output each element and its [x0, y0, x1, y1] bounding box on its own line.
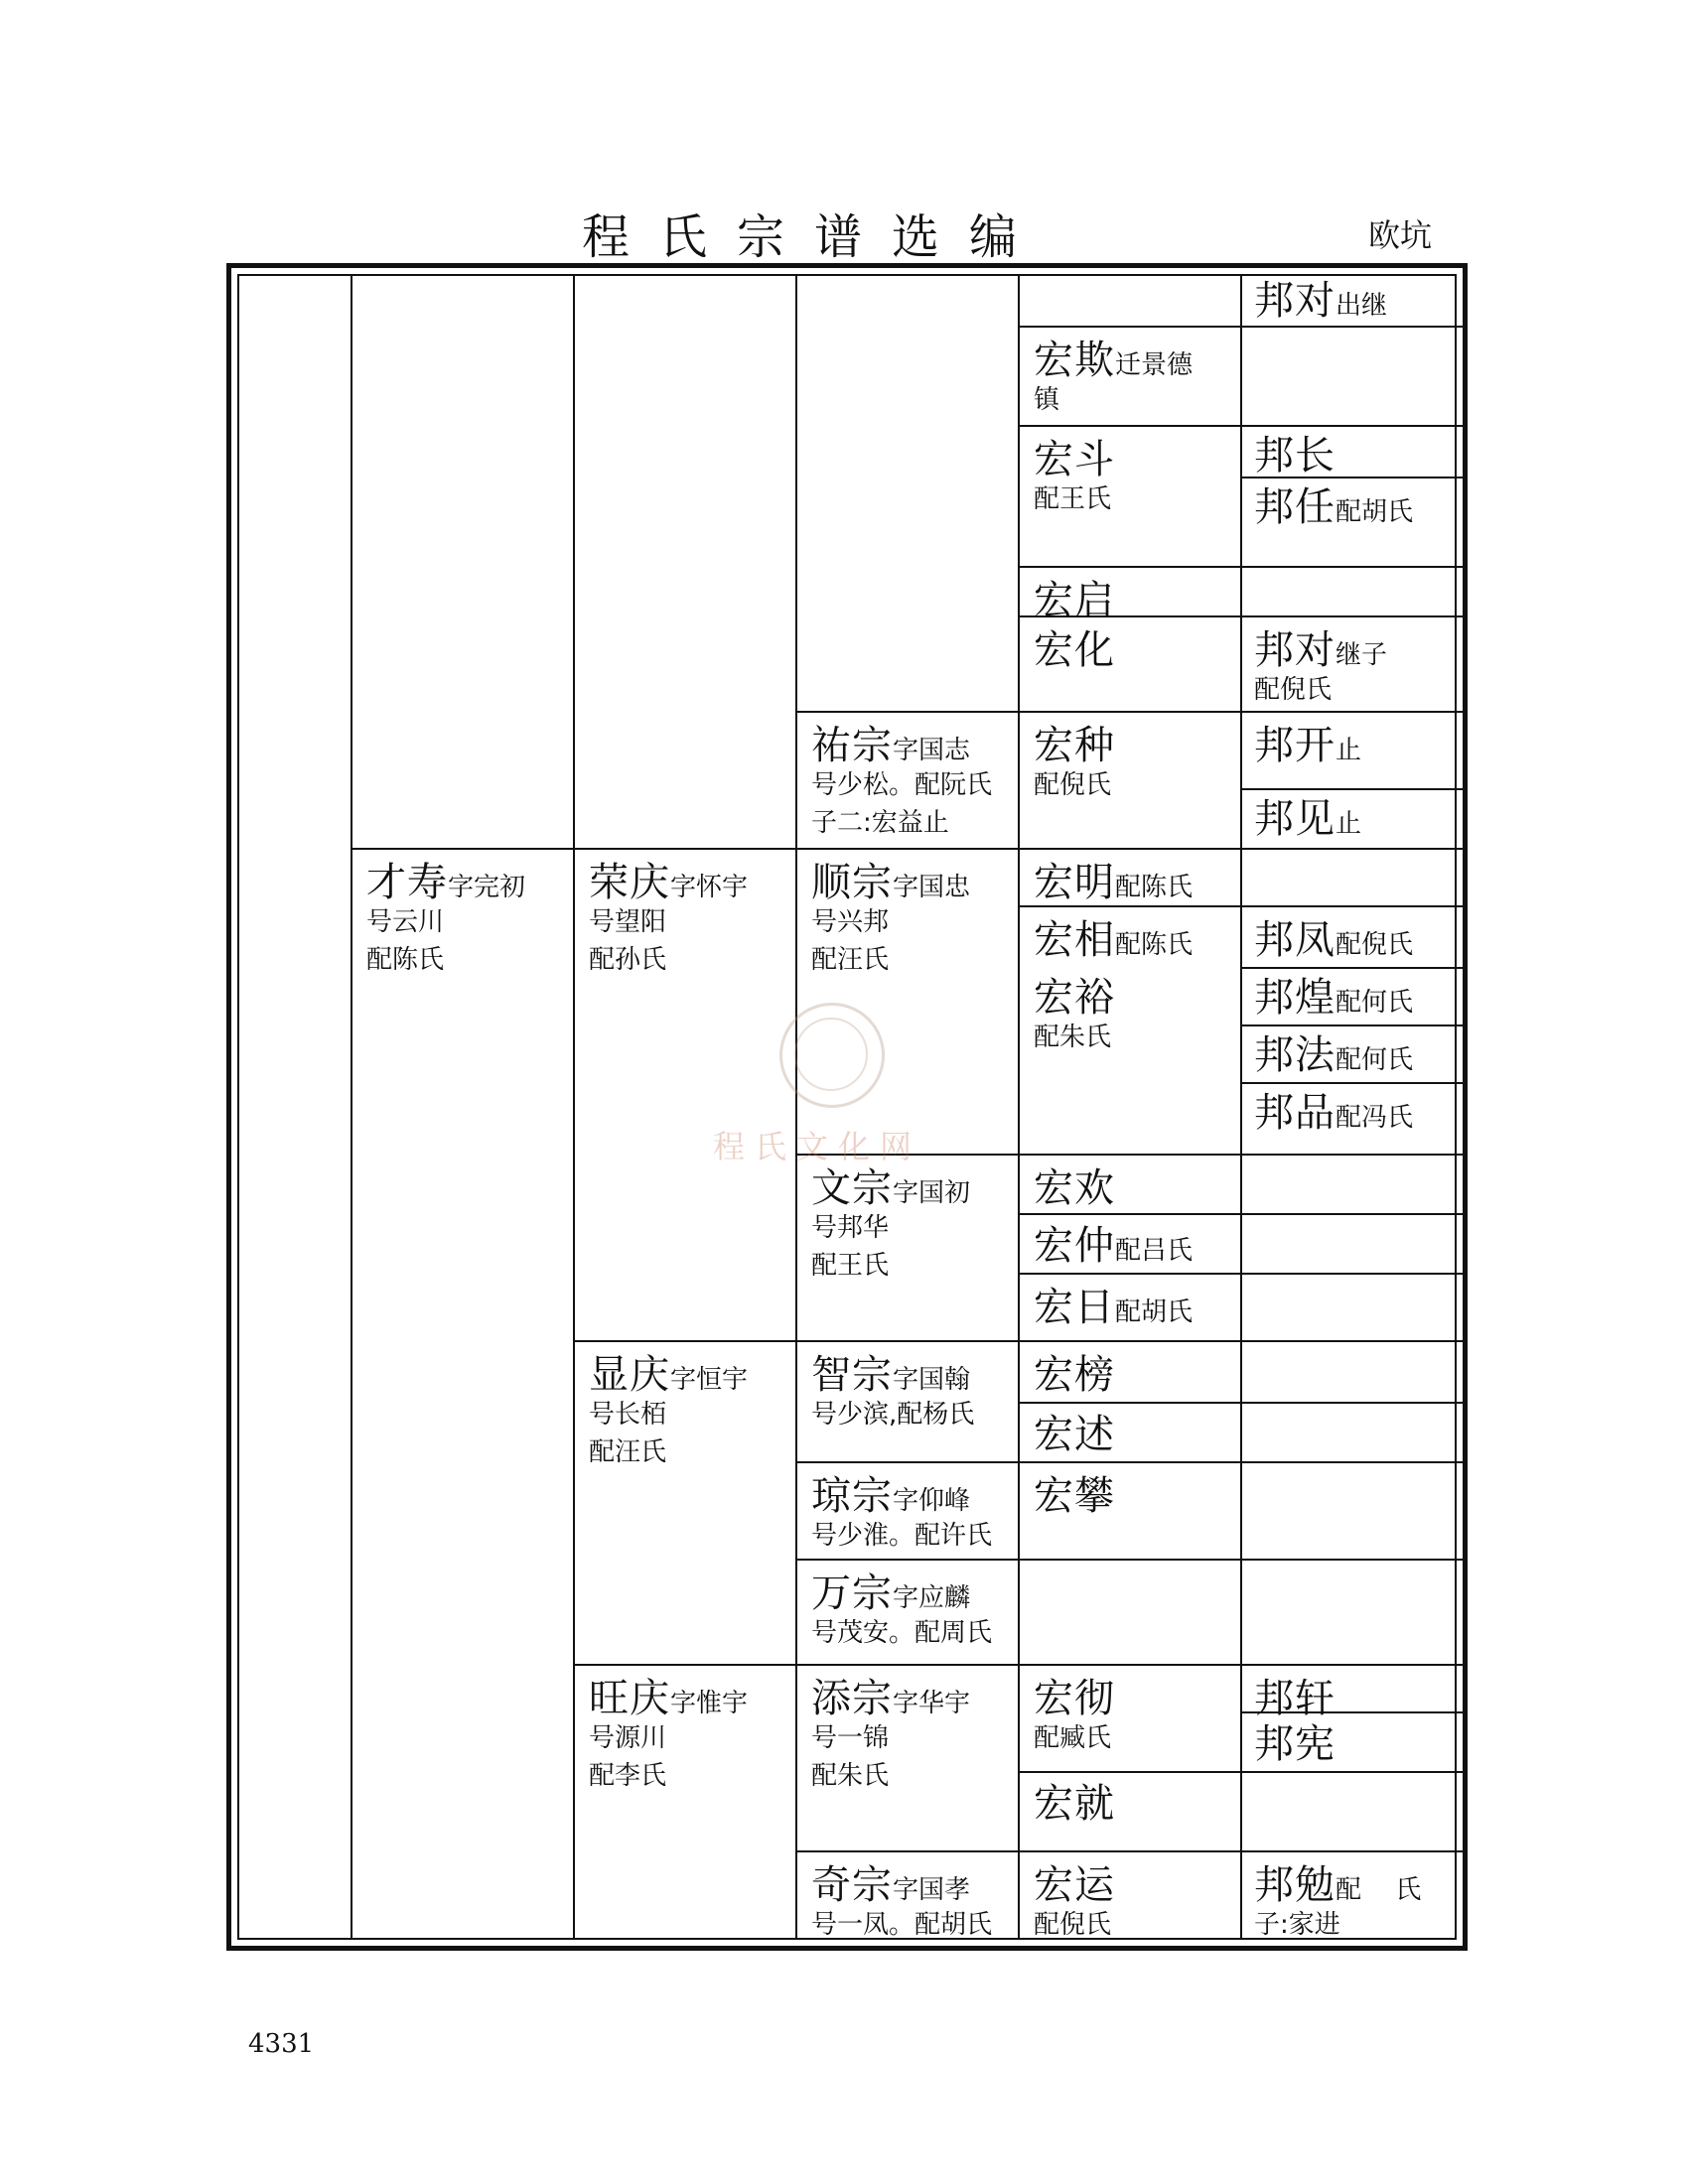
generation-entry	[1034, 629, 1115, 671]
row-divider	[1242, 788, 1463, 790]
person-name: 宏运	[1034, 1862, 1115, 1908]
generation-entry	[1254, 725, 1361, 766]
person-name: 宏斗	[1034, 437, 1115, 482]
courtesy-name: 字完初	[448, 873, 526, 902]
person-name: 邦对	[1254, 278, 1336, 324]
person-name: 宏彻	[1034, 1676, 1115, 1721]
entry-note: 配孙氏	[589, 945, 667, 975]
person-name: 宏仲	[1034, 1223, 1115, 1269]
generation-entry	[811, 862, 970, 979]
entry-note: 配倪氏	[1034, 1910, 1112, 1940]
generation-entry	[589, 1354, 748, 1471]
row-divider	[1020, 326, 1463, 328]
courtesy-name: 字国初	[893, 1178, 971, 1208]
entry-note: 配王氏	[811, 1251, 890, 1281]
column-divider	[1240, 276, 1242, 1938]
generation-entry	[1034, 1864, 1115, 1944]
generation-entry	[1034, 1287, 1193, 1328]
entry-note: 止	[1336, 809, 1362, 839]
entry-note: 配吕氏	[1115, 1236, 1194, 1266]
generation-entry	[1034, 1783, 1115, 1825]
entry-note: 继子	[1336, 640, 1388, 670]
entry-note: 号兴邦	[811, 907, 890, 937]
row-divider	[1020, 1771, 1463, 1773]
person-name: 宏攀	[1034, 1473, 1115, 1519]
generation-entry	[1034, 725, 1115, 804]
person-name: 宏述	[1034, 1412, 1115, 1457]
genealogy-table	[226, 263, 1468, 1951]
generation-entry	[1254, 486, 1413, 528]
courtesy-name: 字应麟	[893, 1583, 971, 1613]
entry-note: 配朱氏	[1034, 1023, 1112, 1052]
person-name: 宏启	[1034, 578, 1115, 623]
entry-note: 号望阳	[589, 907, 667, 937]
entry-note: 配臧氏	[1034, 1723, 1112, 1753]
person-name: 宏明	[1034, 860, 1115, 905]
person-name: 邦煌	[1254, 975, 1336, 1021]
person-name: 邦凤	[1254, 917, 1336, 963]
entry-note: 止	[1336, 736, 1362, 765]
entry-note: 号云川	[366, 907, 445, 937]
person-name: 宏欺	[1034, 338, 1115, 383]
entry-note: 号少滨,配杨氏	[811, 1400, 975, 1430]
entry-note: 配冯氏	[1336, 1103, 1414, 1133]
entry-note: 号少淮。配许氏	[811, 1521, 993, 1551]
person-name: 宏相	[1034, 917, 1115, 963]
person-name: 宏化	[1034, 627, 1115, 673]
courtesy-name: 字国忠	[893, 873, 971, 902]
entry-note: 配汪氏	[811, 945, 890, 975]
courtesy-name: 字国孝	[893, 1875, 971, 1905]
person-name: 琼宗	[811, 1473, 893, 1519]
entry-note: 子二:宏益止	[811, 808, 949, 838]
generation-entry	[1034, 340, 1193, 419]
generation-entry	[1034, 977, 1115, 1056]
person-name: 旺庆	[589, 1676, 670, 1721]
row-divider	[575, 1340, 1463, 1342]
entry-note: 配倪氏	[1336, 930, 1414, 960]
entry-note: 配何氏	[1336, 988, 1414, 1018]
person-name: 祐宗	[811, 723, 893, 768]
generation-entry	[1254, 435, 1336, 477]
entry-note: 配陈氏	[366, 945, 445, 975]
entry-note: 子:家进	[1254, 1910, 1340, 1940]
person-name: 宏种	[1034, 723, 1115, 768]
person-name: 显庆	[589, 1352, 670, 1398]
watermark-text: 程氏文化网	[713, 1128, 922, 1165]
row-divider	[1020, 566, 1463, 568]
generation-entry	[811, 1678, 970, 1795]
generation-entry	[1254, 1678, 1336, 1719]
row-divider	[1020, 905, 1463, 907]
watermark-seal	[779, 1003, 885, 1108]
page-number: 4331	[248, 2029, 315, 2059]
row-divider	[1242, 1082, 1463, 1084]
row-divider	[352, 848, 1463, 850]
generation-entry	[811, 1572, 992, 1652]
generation-entry	[1254, 280, 1387, 322]
generation-entry	[1034, 1475, 1115, 1517]
generation-entry	[1254, 977, 1413, 1019]
entry-note: 配胡氏	[1336, 497, 1414, 527]
person-name: 邦轩	[1254, 1676, 1336, 1721]
column-divider	[795, 276, 797, 1938]
generation-entry	[1034, 439, 1115, 518]
person-name: 添宗	[811, 1676, 893, 1721]
person-name: 文宗	[811, 1165, 893, 1211]
table-inner	[237, 274, 1457, 1940]
generation-entry	[1034, 580, 1115, 621]
person-name: 智宗	[811, 1352, 893, 1398]
entry-note: 配胡氏	[1115, 1297, 1194, 1327]
row-divider	[1020, 1213, 1463, 1215]
entry-note: 镇	[1034, 385, 1060, 415]
row-divider	[797, 711, 1463, 713]
person-name: 邦对	[1254, 627, 1336, 673]
generation-entry	[811, 1475, 992, 1555]
row-divider	[1020, 1273, 1463, 1275]
person-name: 邦品	[1254, 1090, 1336, 1136]
entry-note: 配朱氏	[811, 1761, 890, 1791]
entry-note: 配何氏	[1336, 1045, 1414, 1075]
courtesy-name: 字仰峰	[893, 1486, 971, 1516]
row-divider	[797, 1461, 1463, 1463]
generation-entry	[1254, 919, 1413, 961]
generation-entry	[1034, 1167, 1115, 1209]
generation-entry	[366, 862, 525, 979]
entry-note: 号源川	[589, 1723, 667, 1753]
row-divider	[1020, 1402, 1463, 1404]
entry-note: 配李氏	[589, 1761, 667, 1791]
row-divider	[797, 1559, 1463, 1561]
entry-note: 配 氏	[1336, 1875, 1422, 1905]
column-divider	[351, 276, 352, 1938]
entry-note: 配王氏	[1034, 484, 1112, 514]
entry-note: 配陈氏	[1115, 873, 1194, 902]
generation-entry	[1254, 629, 1387, 709]
generation-entry	[811, 1354, 974, 1433]
courtesy-name: 字恒宇	[670, 1365, 749, 1395]
generation-entry	[1034, 919, 1193, 961]
person-name: 邦勉	[1254, 1862, 1336, 1908]
person-name: 邦宪	[1254, 1721, 1336, 1767]
entry-note: 号长栢	[589, 1400, 667, 1430]
place-name: 欧坑	[1368, 216, 1433, 254]
person-name: 邦长	[1254, 433, 1336, 478]
generation-entry	[589, 1678, 748, 1795]
person-name: 奇宗	[811, 1862, 893, 1908]
courtesy-name: 字惟宇	[670, 1689, 749, 1718]
generation-entry	[589, 862, 748, 979]
entry-note: 配倪氏	[1034, 770, 1112, 800]
generation-entry	[1254, 1864, 1421, 1944]
generation-entry	[811, 725, 992, 842]
entry-note: 号一锦	[811, 1723, 890, 1753]
person-name: 宏欢	[1034, 1165, 1115, 1211]
generation-entry	[1254, 1092, 1413, 1134]
entry-note: 配倪氏	[1254, 675, 1333, 705]
entry-note: 配陈氏	[1115, 930, 1194, 960]
generation-entry	[1034, 1225, 1193, 1267]
entry-note: 号一凤。配胡氏	[811, 1910, 993, 1940]
person-name: 顺宗	[811, 860, 893, 905]
column-divider	[1018, 276, 1020, 1938]
generation-entry	[1034, 1354, 1115, 1396]
person-name: 邦法	[1254, 1032, 1336, 1078]
generation-entry	[1034, 862, 1193, 903]
generation-entry	[1034, 1414, 1115, 1455]
page-title: 程氏宗谱选编	[581, 209, 1047, 265]
person-name: 邦任	[1254, 484, 1336, 530]
generation-entry	[1034, 1678, 1115, 1757]
person-name: 邦见	[1254, 796, 1336, 842]
entry-note: 号茂安。配周氏	[811, 1618, 993, 1648]
generation-entry	[1254, 1034, 1413, 1076]
row-divider	[1242, 1024, 1463, 1026]
generation-entry	[1254, 798, 1361, 840]
watermark-seal-inner	[794, 1018, 868, 1091]
generation-entry	[1254, 1723, 1336, 1765]
generation-entry	[811, 1167, 970, 1285]
person-name: 荣庆	[589, 860, 670, 905]
courtesy-name: 字国翰	[893, 1365, 971, 1395]
person-name: 宏日	[1034, 1285, 1115, 1330]
person-name: 邦开	[1254, 723, 1336, 768]
row-divider	[575, 1664, 1463, 1666]
row-divider	[1020, 425, 1463, 427]
person-name: 宏榜	[1034, 1352, 1115, 1398]
courtesy-name: 字国志	[893, 736, 971, 765]
entry-note: 号邦华	[811, 1213, 890, 1243]
courtesy-name: 字华宇	[893, 1689, 971, 1718]
entry-note: 号少松。配阮氏	[811, 770, 993, 800]
entry-note: 迁景德	[1115, 350, 1194, 380]
entry-note: 配汪氏	[589, 1437, 667, 1467]
person-name: 才寿	[366, 860, 448, 905]
column-divider	[573, 276, 575, 1938]
entry-note: 出继	[1336, 291, 1388, 321]
person-name: 宏裕	[1034, 975, 1115, 1021]
person-name: 宏就	[1034, 1781, 1115, 1827]
courtesy-name: 字怀宇	[670, 873, 749, 902]
generation-entry	[811, 1864, 992, 1944]
person-name: 万宗	[811, 1570, 893, 1616]
row-divider	[797, 1850, 1463, 1852]
row-divider	[1242, 967, 1463, 969]
